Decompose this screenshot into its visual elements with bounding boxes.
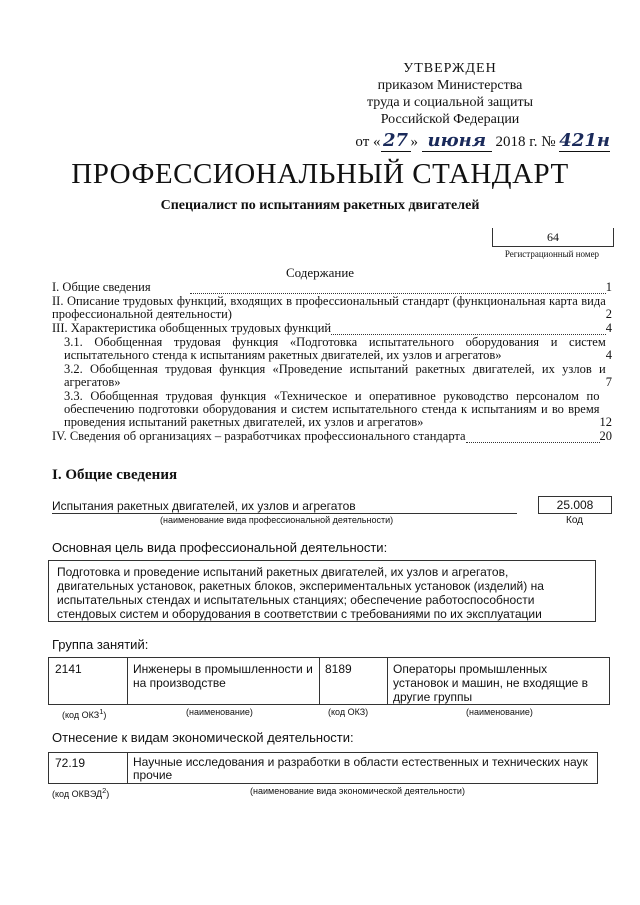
goal-text: Подготовка и проведение испытаний ракетных двигателей, их узлов и агрегатов, двигательных установок, ракетных блоков, экспериментальных установок (изделий) на испытательных стендах и испытательных станциях; обеспечение работоспособности стендовых систем и оборудования в соответствии с требованиями по их эксплуатации — [48, 560, 596, 622]
table-of-contents — [52, 281, 612, 444]
toc-heading: Содержание — [285, 265, 355, 280]
toc-item-text: III. Характеристика обобщенных трудовых функций — [52, 321, 332, 335]
document-title: ПРОФЕССИОНАЛЬНЫЙ СТАНДАРТ — [71, 158, 569, 190]
toc-leader — [466, 442, 600, 443]
okz-code: 8189 — [325, 662, 352, 676]
toc-item-text: 3.1. Обобщенная трудовая функция «Подготовка испытательного оборудования и систем испытательного стенда к испытаниям ракетных двигателей, их узлов и агрегатов» — [64, 335, 606, 362]
table-divider — [127, 658, 128, 704]
approval-block — [330, 60, 570, 128]
toc-item[interactable] — [52, 430, 612, 443]
okz-caption: (код ОКЗ$^1$) — [62, 707, 107, 720]
order-mid: » — [410, 134, 419, 150]
goal-label: Основная цель вида профессиональной деятельности: — [52, 540, 388, 555]
order-month: июня — [422, 130, 492, 152]
toc-item[interactable] — [52, 322, 612, 335]
table-divider — [387, 658, 388, 704]
okved-name-caption: (наименование вида экономической деятельности) — [250, 786, 465, 796]
activity-name: Испытания ракетных двигателей, их узлов и агрегатов — [52, 499, 517, 514]
toc-item-page: 4 — [605, 348, 612, 362]
approval-line: приказом Министерства — [377, 78, 523, 93]
registration-label: Регистрационный номер — [504, 249, 600, 259]
econ-label: Отнесение к видам экономической деятельности: — [52, 730, 354, 745]
toc-item[interactable] — [52, 336, 612, 362]
occupation-groups-table — [48, 657, 610, 705]
toc-item-page: 2 — [605, 307, 612, 321]
order-number: 421н — [559, 130, 610, 151]
approval-line: труда и социальной защиты — [367, 95, 533, 110]
name-caption: (наименование) — [186, 707, 253, 717]
okz-caption: (код ОКЗ) — [328, 707, 369, 717]
toc-item[interactable] — [52, 363, 612, 389]
table-divider — [319, 658, 320, 704]
toc-item-text: 3.2. Обобщенная трудовая функция «Проведение испытаний ракетных двигателей, их узлов и агрегатов» — [64, 362, 606, 389]
toc-item-text: II. Описание трудовых функций, входящих в профессиональный стандарт (функциональная карта вида профессиональной деятельности) — [52, 294, 606, 321]
order-prefix: от « — [355, 134, 381, 150]
toc-item[interactable] — [52, 390, 612, 429]
document-subtitle: Специалист по испытаниям ракетных двигателей — [160, 198, 480, 213]
toc-item-page: 1 — [605, 280, 612, 294]
toc-item[interactable] — [52, 281, 612, 294]
toc-item-page: 7 — [605, 375, 612, 389]
name-caption: (наименование) — [466, 707, 533, 717]
section-heading: I. Общие сведения — [52, 467, 178, 483]
group-label: Группа занятий: — [52, 637, 149, 652]
toc-item[interactable] — [52, 295, 612, 321]
toc-item-text: IV. Сведения об организациях – разработчиках профессионального стандарта — [52, 429, 466, 443]
approval-title: УТВЕРЖДЕН — [403, 61, 497, 76]
toc-item-page: 4 — [605, 321, 612, 335]
order-day: 27 — [381, 130, 411, 152]
okved-name: Научные исследования и разработки в области естественных и технических наук прочие — [133, 755, 588, 782]
toc-item-page: 12 — [599, 415, 612, 429]
order-line — [355, 130, 610, 152]
toc-item-text: 3.3. Обобщенная трудовая функция «Техническое и оперативное руководство персоналом по обеспечению подготовки оборудования и систем испытательного стенда к испытаниям и во время проведения испытаний ракетных двигателей, их узлов и агрегатов» — [64, 389, 600, 429]
okved-caption: (код ОКВЭД$^2$) — [52, 786, 110, 799]
toc-item-text: I. Общие сведения — [52, 280, 151, 294]
code-caption: Код — [566, 515, 584, 526]
approval-line: Российской Федерации — [380, 112, 520, 127]
order-year: 2018 г. № — [495, 134, 556, 150]
registration-number: 64 — [492, 228, 614, 247]
toc-item-page: 20 — [599, 429, 612, 443]
okz-code: 2141 — [55, 662, 82, 676]
table-divider — [127, 753, 128, 783]
okz-name: Операторы промышленных установок и машин, не входящие в другие группы — [393, 662, 589, 704]
activity-code: 25.008 — [538, 496, 612, 514]
okz-name: Инженеры в промышленности и на производстве — [133, 662, 313, 690]
okved-code: 72.19 — [55, 756, 86, 770]
okved-table — [48, 752, 598, 784]
activity-caption: (наименование вида профессиональной деятельности) — [160, 515, 394, 525]
